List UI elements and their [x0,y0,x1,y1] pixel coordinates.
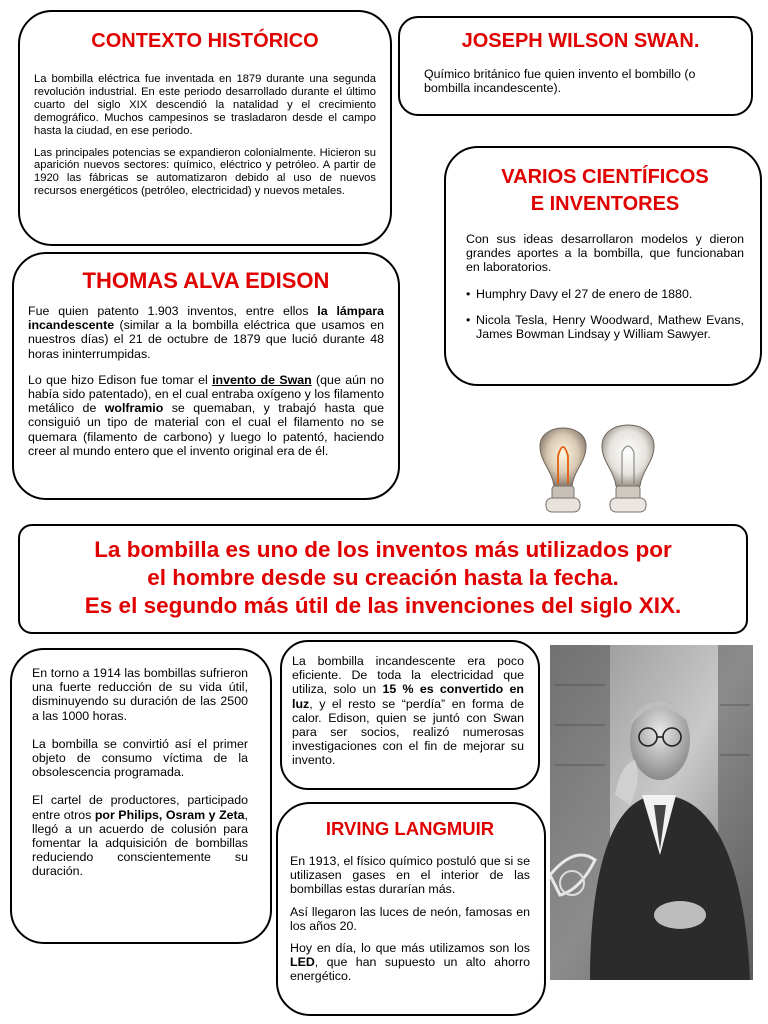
contexto-paragraph-2: Las principales potencias se expandieron colonialmente. Hicieron su aparición nuevos sectores: químico, eléctrico y petróleo. A partir de 1920 las fábricas se automatizaron debido al uso de nuevos recursos energéticos (petróleo, electricidad) y nuevos metales. [34,146,376,198]
langmuir-paragraph-2: Así llegaron las luces de neón, famosas en los años 20. [290,904,530,933]
obsolescencia-paragraph-2: La bombilla se convirtió así el primer objeto de consumo víctima de la obsolescencia programada. [32,736,248,780]
langmuir-portrait-photo [550,645,753,980]
varios-intro: Con sus ideas desarrollaron modelos y dieron grandes aportes a la bombilla, que funcionaban en laboratorios. [466,232,744,275]
obsolescencia-paragraph-3: El cartel de productores, participado entre otros por Philips, Osram y Zeta, llegó a un acuerdo de colusión para fomentar la adquisición de bombillas reduciendo conscientemente su duración. [32,793,248,879]
langmuir-paragraph-3: Hoy en día, lo que más utilizamos son los LED, que han supuesto un alto ahorro energético. [290,941,530,984]
langmuir-card [276,802,546,1016]
varios-title-line1: VARIOS CIENTÍFICOS [501,166,709,188]
swan-title: JOSEPH WILSON SWAN. [461,30,700,52]
varios-title-line2: E INVENTORES [530,193,680,215]
light-bulbs-image [530,406,668,514]
banner-line-1: La bombilla es uno de los inventos más utilizados por [94,537,672,562]
contexto-paragraph-1: La bombilla eléctrica fue inventada en 1879 durante una segunda revolución industrial. En este periodo desarrollado durante el último cuarto del siglo XIX descendió la natalidad y el crecimiento demográfico. Muchos campesinos se trasladaron desde el campo hasta la ciudad, en ese periodo. [34,73,376,137]
banner-line-2: el hombre desde su creación hasta la fecha. [147,565,619,590]
varios-cientificos-card [444,146,762,386]
eficiencia-text: La bombilla incandescente era poco eficiente. De toda la electricidad que utiliza, solo un 15 % es convertido en luz, y el resto se “perdía” en forma de calor. Edison, quien se juntó con Swan para ser socios, realizó numerosas investigaciones con el fin de mejorar su invento. [292,654,524,768]
obsolescencia-paragraph-1: En torno a 1914 las bombillas sufrieron una fuerte reducción de su vida útil, disminuyendo su duración de las 2500 a las 1000 horas. [32,666,248,723]
swan-text: Químico británico fue quien invento el bombillo (o bombilla incandescente). [424,67,696,96]
langmuir-title: IRVING LANGMUIR [325,818,495,839]
eficiencia-card [280,640,540,790]
list-item: • Humphry Davy el 27 de enero de 1880. [466,287,744,301]
langmuir-paragraph-1: En 1913, el físico químico postuló que si se utilizasen gases en el interior de las bombillas estas durarían más. [290,854,530,897]
varios-list [466,287,744,342]
edison-title: THOMAS ALVA EDISON [82,268,330,293]
contexto-historico-card [18,10,392,246]
main-banner [18,524,748,634]
banner-line-3: Es el segundo más útil de las invenciones del siglo XIX. [84,593,682,618]
varios-title [466,164,744,218]
bulb-clear-icon [602,425,654,512]
edison-paragraph-2: Lo que hizo Edison fue tomar el invento de Swan (que aún no había sido patentado), en el cual entraba oxígeno y los filamento metálico de wolframio se quemaban, y trabajó hasta que consiguió un tipo de material con el cual el filamento no se quemara (filamento de carbono) y luego lo patentó, haciendo creer al mundo entero que el invento original era de él. [28,372,385,458]
contexto-title: CONTEXTO HISTÓRICO [91,30,319,52]
edison-card [12,252,400,500]
list-item: • Nicola Tesla, Henry Woodward, Mathew Evans, James Bowman Lindsay y William Sawyer. [466,313,744,341]
swan-card [398,16,753,116]
edison-paragraph-1: Fue quien patento 1.903 inventos, entre ellos la lámpara incandescente (similar a la bombilla eléctrica que usamos en nuestros días) el 21 de octubre de 1879 que lució durante 48 horas ininterrumpidas. [28,304,384,361]
obsolescencia-card [10,648,272,944]
bulb-lit-icon [540,428,586,512]
